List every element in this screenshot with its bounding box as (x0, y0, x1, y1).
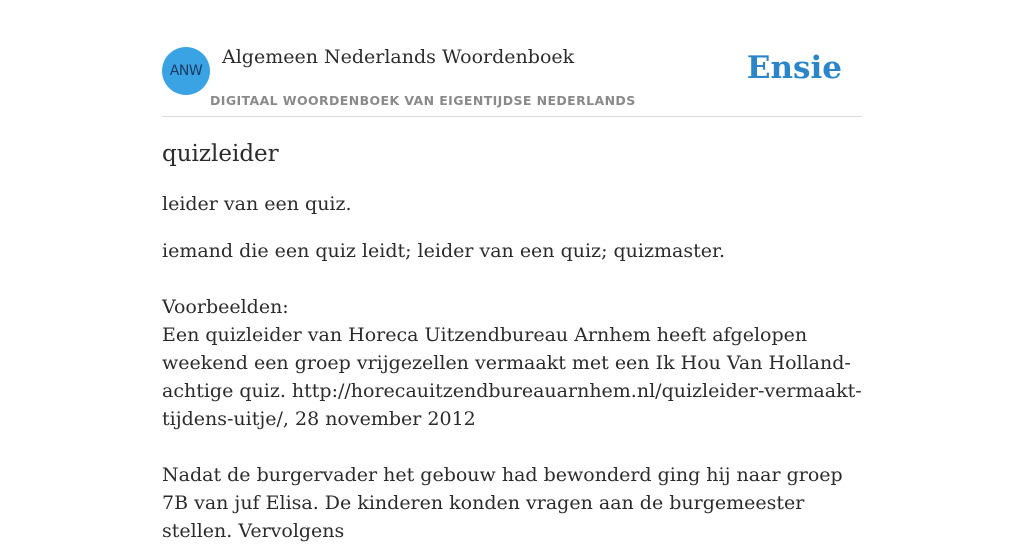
examples-section (162, 293, 862, 545)
examples-label: Voorbeelden: (162, 296, 289, 318)
anw-logo[interactable] (162, 47, 210, 95)
long-definition: iemand die een quiz leidt; leider van een quiz; quizmaster. (162, 240, 726, 262)
entry-content (162, 138, 862, 545)
ensie-logo[interactable]: Ensie (746, 50, 842, 86)
example-gap (162, 433, 862, 461)
entry-headword: quizleider (162, 141, 279, 167)
example-text: Nadat de burgervader het gebouw had bewonderd ging hij naar groep 7B van juf Elisa. De kinderen konden vragen aan de burgemeester stellen. Vervolgens (162, 464, 843, 542)
site-title[interactable]: Algemeen Nederlands Woordenboek (222, 46, 575, 68)
short-definition: leider van een quiz. (162, 193, 352, 215)
site-header (162, 40, 862, 117)
logo-text: ANW (169, 63, 203, 79)
site-subtitle: DIGITAAL WOORDENBOEK VAN EIGENTIJDSE NEDERLANDS (210, 93, 636, 108)
example-text: Een quizleider van Horeca Uitzendbureau Arnhem heeft afgelopen weekend een groep vrijgezellen vermaakt met een Ik Hou Van Holland-achtige quiz. http://horecauitzendbureauarnhem.nl/quizleider-vermaakt-tijdens-uitje/, 28 november 2012 (162, 324, 862, 430)
